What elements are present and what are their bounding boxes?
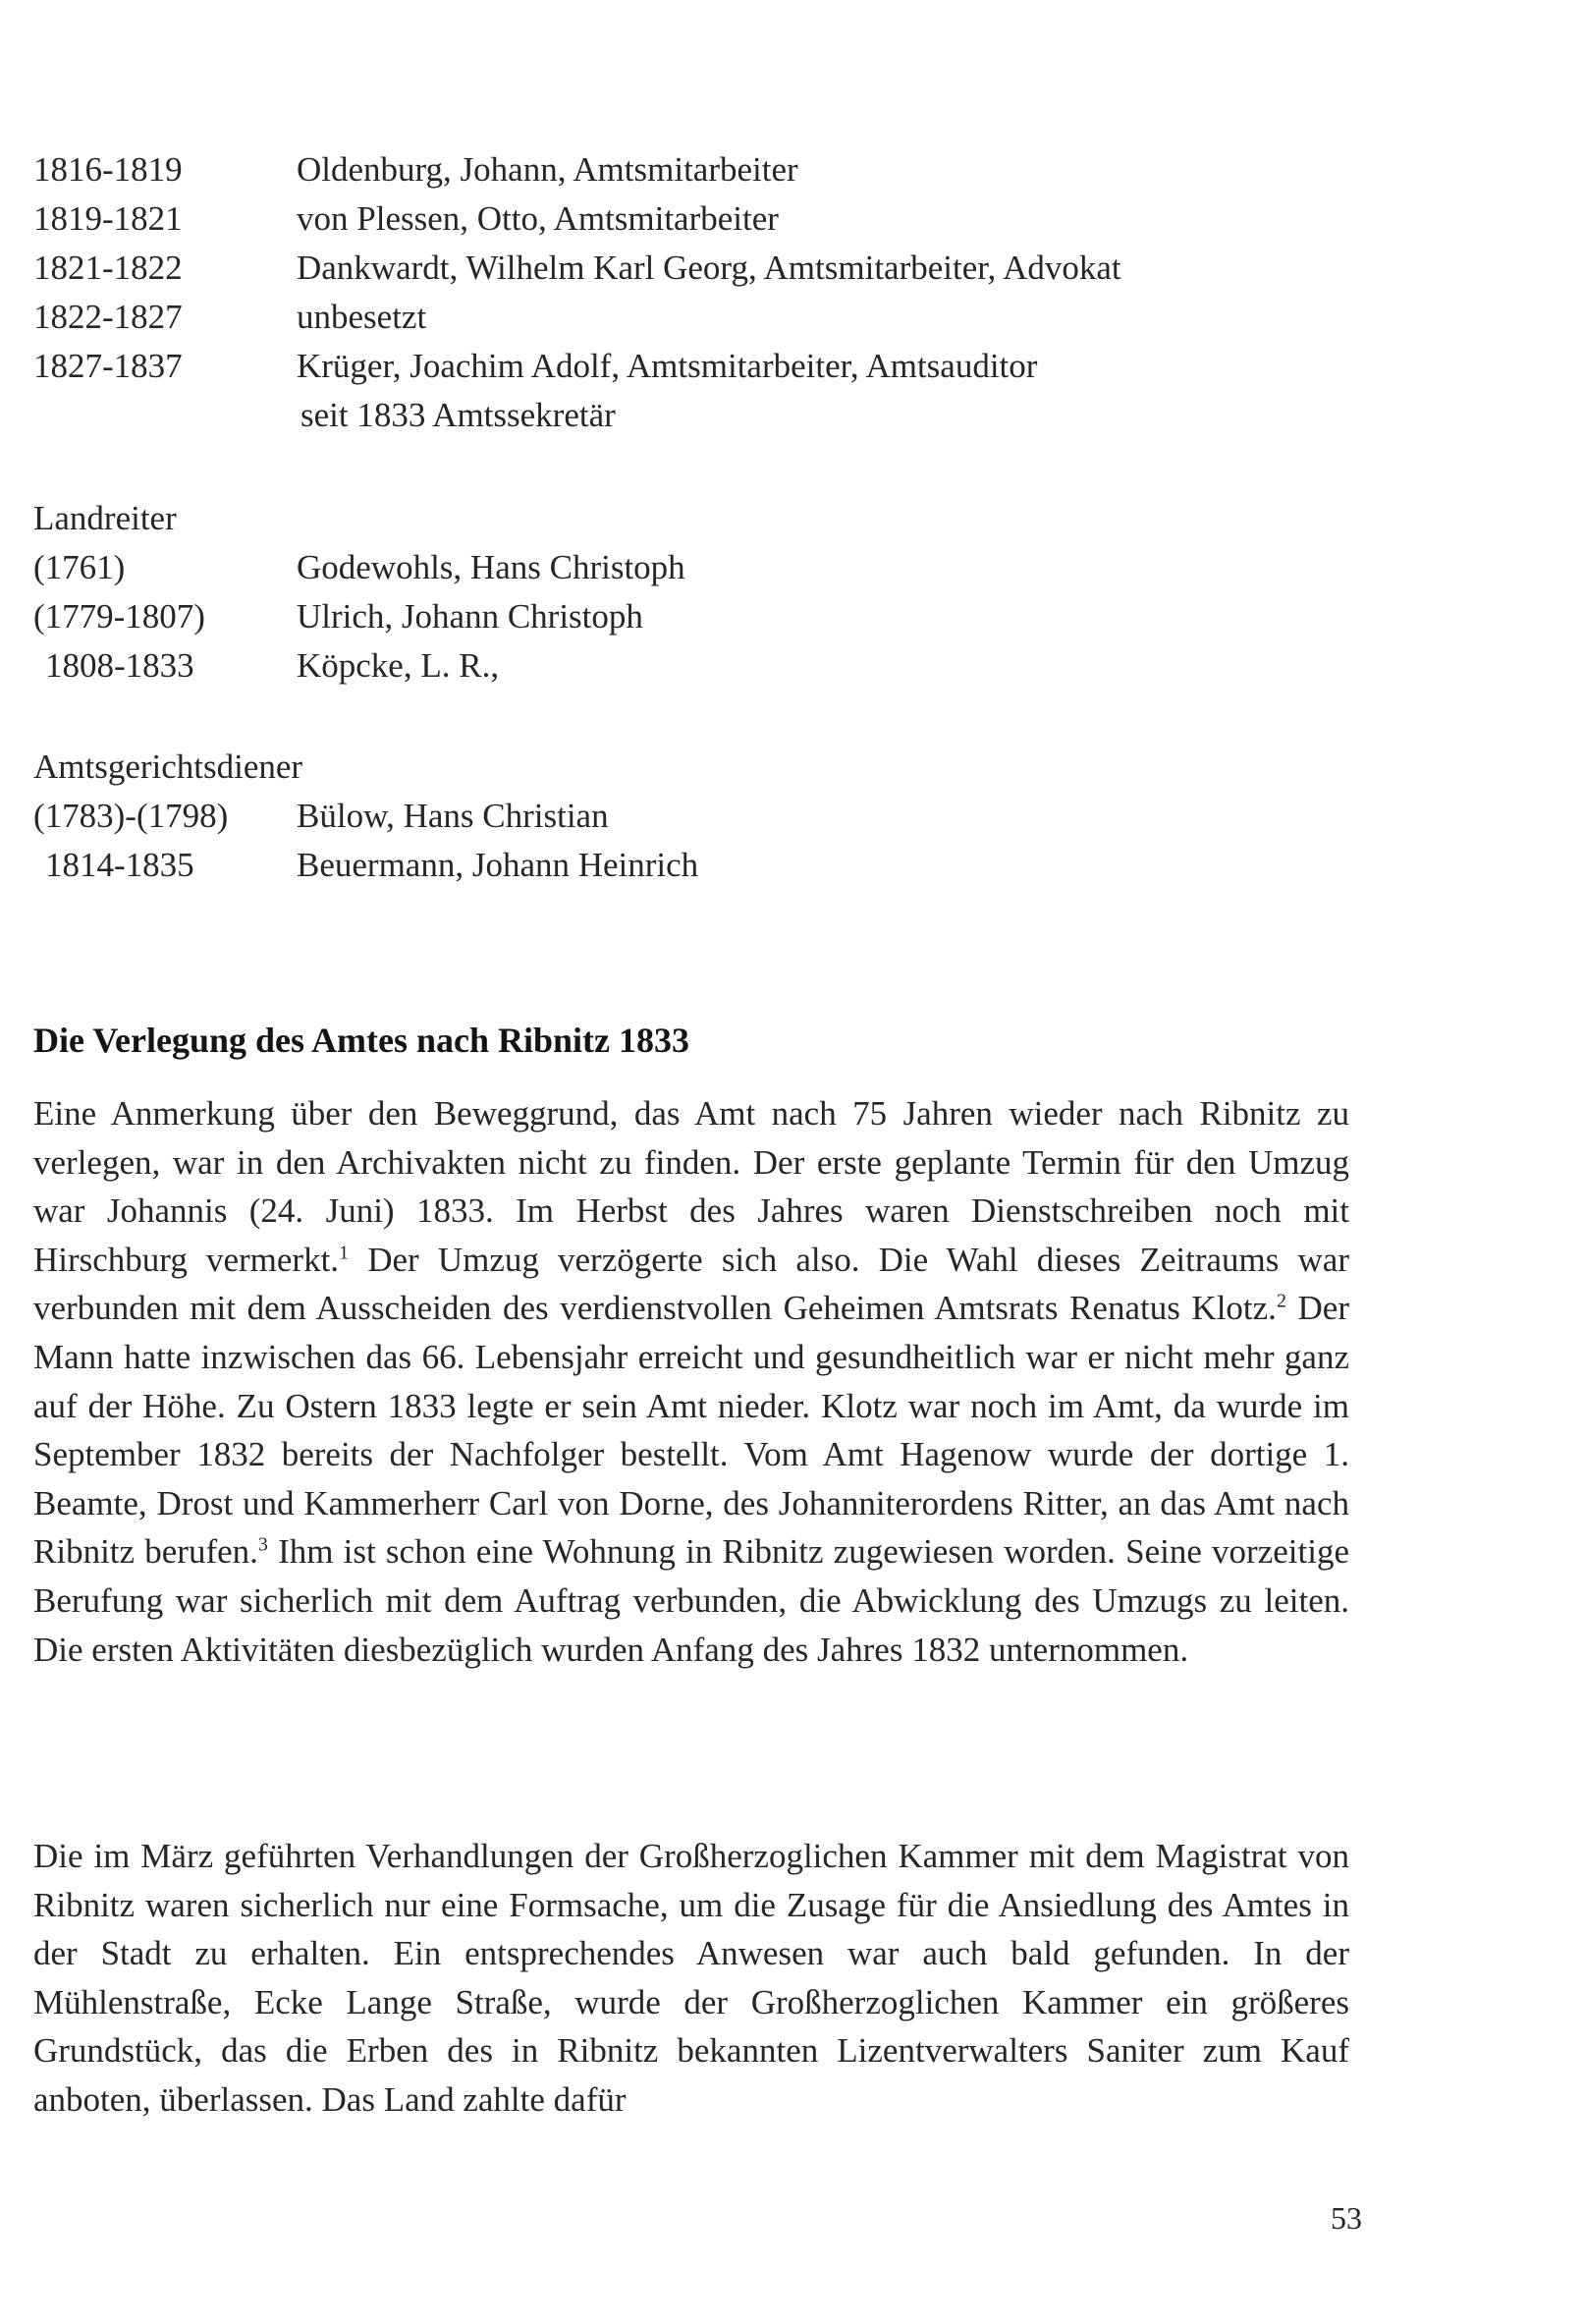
entry-name: Dankwardt, Wilhelm Karl Georg, Amtsmitarbeiter, Advokat [297, 249, 1121, 287]
entry-name: seit 1833 Amtssekretär [300, 396, 616, 434]
entry-name: von Plessen, Otto, Amtsmitarbeiter [297, 199, 779, 238]
entry-dates: 1808-1833 [45, 646, 194, 685]
entry-dates: (1761) [33, 548, 126, 586]
entry-dates: 1827-1837 [33, 347, 183, 385]
paragraph-text: Der Mann hatte inzwischen das 66. Lebensjahr erreicht und gesundheitlich war er nicht mehr ganz auf der Höhe. Zu Ostern 1833 legte er sein Amt nieder. Klotz war noch im Amt, da wurde im September 1832 bereits der Nachfolger bestellt. Vom Amt Hagenow wurde der dortige 1. Beamte, Drost und Kammerherr Carl von Dorne, des Johanniterordens Ritter, an das Amt nach Ribnitz berufen. [33, 1289, 1350, 1572]
entry-name: Oldenburg, Johann, Amtsmitarbeiter [297, 150, 798, 189]
entry-name: Krüger, Joachim Adolf, Amtsmitarbeiter, Amtsauditor [297, 347, 1038, 385]
entry-dates [33, 391, 297, 440]
list-item [33, 641, 685, 691]
body-paragraph: Die im März geführten Verhandlungen der Großherzoglichen Kammer mit dem Magistrat von Ribnitz waren sicherlich nur eine Formsache, um die Zusage für die Ansiedlung des Amtes in der Stadt zu erhalten. Ein entsprechendes Anwesen war auch bald gefunden. In der Mühlenstraße, Ecke Lange Straße, wurde der Großherzoglichen Kammer ein größeres Grundstück, das die Erben des in Ribnitz bekannten Lizentverwalters Saniter zum Kauf anboten, überlassen. Das Land zahlte dafür [33, 1837, 1349, 2119]
list-item [33, 543, 685, 592]
list-item [33, 194, 1121, 244]
entry-dates: 1822-1827 [33, 298, 183, 336]
list-heading: Amtsgerichtsdiener [33, 747, 303, 786]
entry-dates: (1779-1807) [33, 597, 205, 636]
landreiter-list [33, 494, 685, 691]
page-number: 53 [1331, 2200, 1362, 2236]
list-item [33, 592, 685, 641]
list-item [33, 145, 1121, 194]
entry-name: Bülow, Hans Christian [297, 797, 609, 835]
entry-name: Ulrich, Johann Christoph [297, 597, 643, 636]
paragraph-text: Eine Anmerkung über den Beweggrund, das Amt nach 75 Jahren wieder nach Ribnitz zu verlegen, war in den Archivakten nicht zu finden. Der erste geplante Termin für den Umzug war Johannis (24. Juni) 1833. Im Herbst des Jahres waren Dienstschreiben noch mit Hirschburg vermerkt. [33, 1094, 1349, 1279]
amtsgerichtsdiener-list [33, 743, 698, 890]
entry-dates: 1819-1821 [33, 199, 183, 238]
entry-dates: 1821-1822 [33, 249, 183, 287]
entry-name: Godewohls, Hans Christoph [297, 548, 685, 586]
section-heading: Die Verlegung des Amtes nach Ribnitz 1833 [33, 1020, 690, 1060]
entry-dates: 1814-1835 [45, 846, 194, 884]
footnote-marker: 1 [339, 1242, 350, 1264]
footnote-marker: 2 [1276, 1290, 1286, 1312]
list-item [33, 342, 1121, 391]
list-item [33, 841, 698, 890]
list-item [33, 244, 1121, 293]
list-item-continuation [33, 391, 1121, 440]
entry-dates: (1783)-(1798) [33, 797, 229, 835]
list-item [33, 293, 1121, 342]
paragraph-text: Ihm ist schon eine Wohnung in Ribnitz zugewiesen worden. Seine vorzeitige Berufung war sicherlich mit dem Auftrag verbunden, die Abwicklung des Umzugs zu leiten. Die ersten Aktivitäten diesbezüglich wurden Anfang des Jahres 1832 unternommen. [33, 1532, 1349, 1669]
entry-name: Köpcke, L. R., [297, 646, 500, 685]
entry-dates: 1816-1819 [33, 150, 183, 189]
entry-name: Beuermann, Johann Heinrich [297, 846, 699, 884]
list-heading: Landreiter [33, 499, 177, 537]
list-item [33, 792, 698, 841]
paragraph-text: Der Umzug verzögerte sich also. Die Wahl dieses Zeitraums war verbunden mit dem Ausscheiden des verdienstvollen Geheimen Amtsrats Renatus Klotz. [33, 1240, 1349, 1328]
body-paragraph [33, 1089, 1349, 1674]
officials-list [33, 145, 1121, 440]
entry-name: unbesetzt [297, 298, 427, 336]
footnote-marker: 3 [257, 1533, 268, 1556]
